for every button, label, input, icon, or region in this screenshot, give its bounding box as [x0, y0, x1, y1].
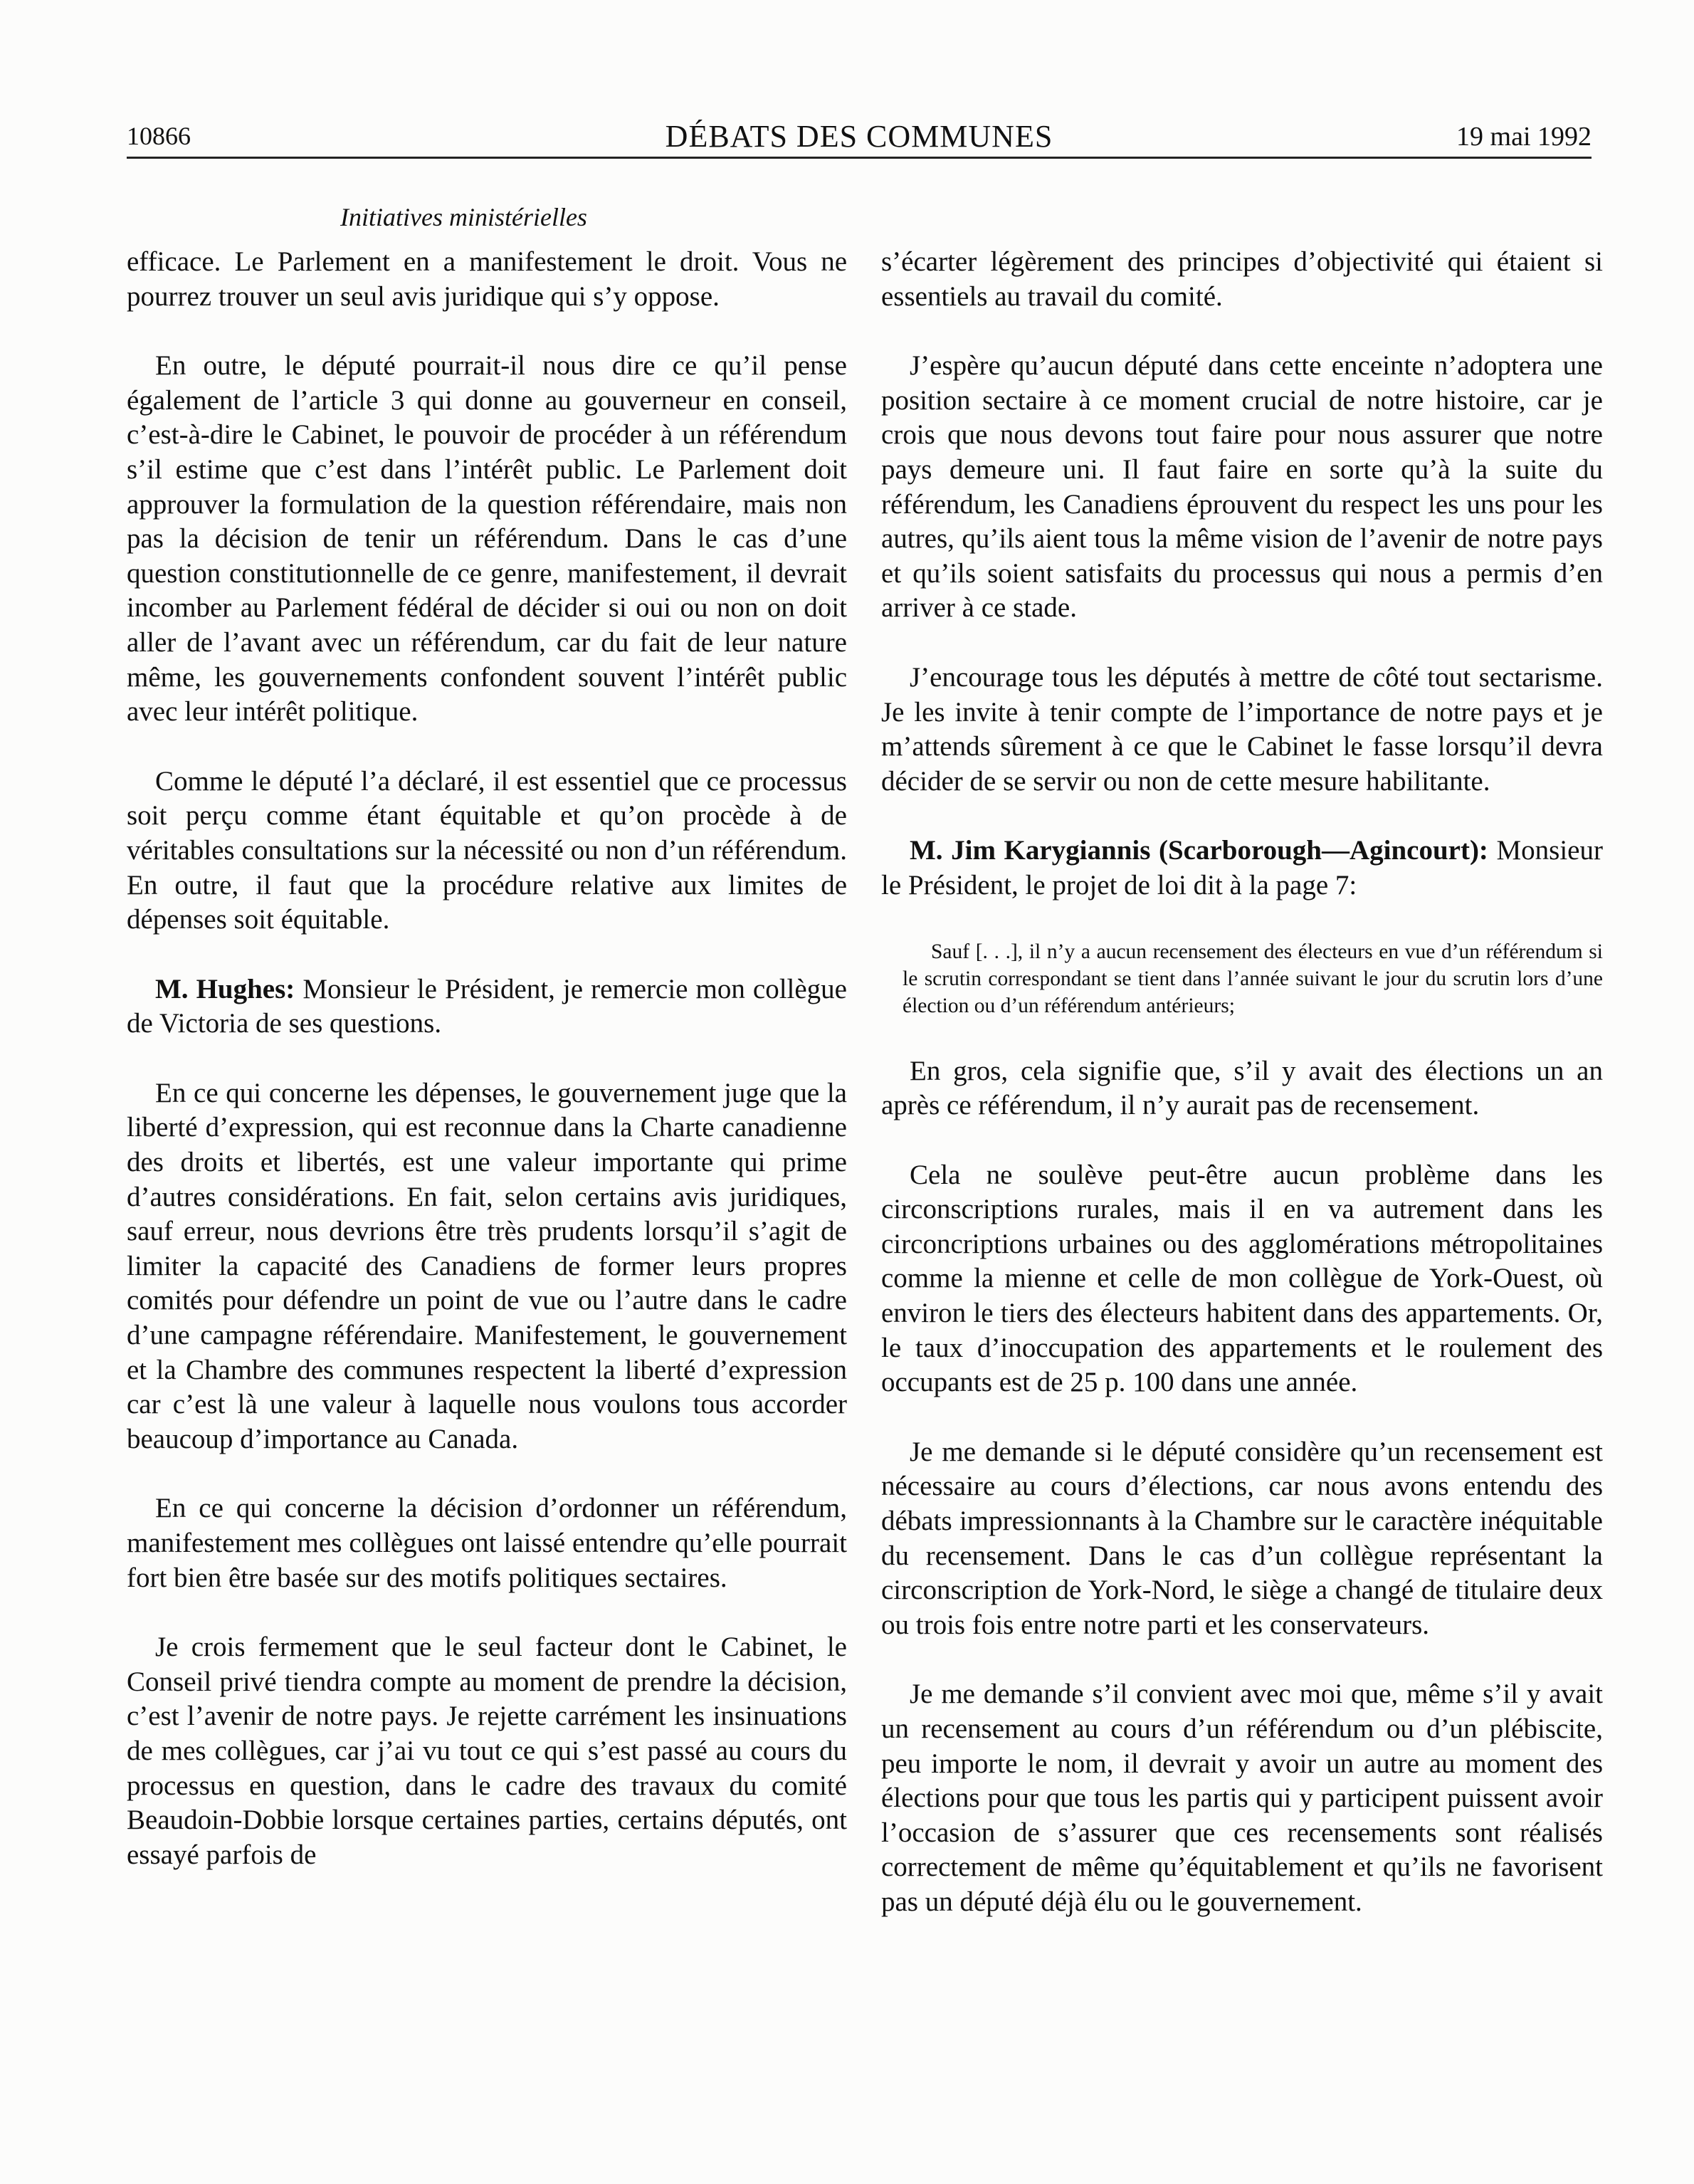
- paragraph: J’espère qu’aucun député dans cette enceinte n’adoptera une position sectaire à ce moment crucial de notre histoire, car je crois que nous devons tout faire pour nous assurer que notre pays demeure uni. Il faut faire en sorte qu’à la suite du référendum, les Canadiens éprouvent du respect les uns pour les autres, qu’ils aient tous la même vision de l’avenir de notre pays et qu’ils soient satisfaits du processus qui nous a permis d’en arriver à ce stade.: [881, 350, 1603, 624]
- journal-title: DÉBATS DES COMMUNES: [665, 119, 1053, 154]
- paragraph: Je me demande s’il convient avec moi que, même s’il y avait un recensement au cours d’un référendum ou d’un plébiscite, peu importe le nom, il devrait y avoir un autre au moment des élections pour que tous les partis qui y participent puissent avoir l’occasion de s’assurer que ces recensements sont réalisés correctement de même qu’équitablement et qu’ils ne favorisent pas un député déjà élu ou le gouvernement.: [881, 1679, 1603, 1917]
- paragraph: s’écarter légèrement des principes d’objectivité qui étaient si essentiels au travail du comité.: [881, 246, 1603, 312]
- speech-text: Monsieur le Président, je remercie mon collègue de Victoria de ses questions.: [127, 973, 847, 1039]
- paragraph: Cela ne soulève peut-être aucun problème dans les circonscriptions rurales, mais il en va autrement dans les circoncriptions urbaines ou des agglomérations métropolitaines comme la mienne et celle de mon collègue de York-Ouest, où environ le tiers des électeurs habitent dans des appartements. Or, le taux d’inoccupation des appartements et le roulement des occupants est de 25 p. 100 dans une année.: [881, 1159, 1603, 1398]
- paragraph: Je me demande si le député considère qu’un recensement est nécessaire au cours d’élections, car nous avons entendu des débats impressionnants à la Chambre sur le caractère inéquitable du recensement. Dans le cas d’un collègue représentant la circonscription de York-Nord, le siège a changé de titulaire deux ou trois fois entre notre parti et les conservateurs.: [881, 1436, 1603, 1640]
- section-label: Initiatives ministérielles: [340, 203, 587, 231]
- paragraph: Je crois fermement que le seul facteur dont le Cabinet, le Conseil privé tiendra compte au moment de prendre la décision, c’est l’avenir de notre pays. Je rejette carrément les insinuations de mes collègues, car j’ai vu tout ce qui s’est passé au cours du processus en question, dans le cadre des travaux du comité Beaudoin-Dobbie lorsque certaines parties, certains députés, ont essayé parfois de: [127, 1632, 847, 1870]
- page-number: 10866: [127, 122, 191, 150]
- issue-date: 19 mai 1992: [1456, 122, 1592, 152]
- right-column: [881, 245, 1603, 1955]
- paragraph: En outre, le député pourrait-il nous dire ce qu’il pense également de l’article 3 qui donne au gouverneur en conseil, c’est-à-dire le Cabinet, le pouvoir de procéder à un référendum s’il estime que c’est dans l’intérêt public. Le Parlement doit approuver la formulation de la question référendaire, mais non pas la décision de tenir un référendum. Dans le cas d’une question constitutionnelle de ce genre, manifestement, il devrait incomber au Parlement fédéral de décider si oui ou non on doit aller de l’avant avec un référendum, car du fait de leur nature même, les gouvernements confondent souvent l’intérêt public avec leur intérêt politique.: [127, 350, 847, 728]
- page-header: [127, 118, 1592, 159]
- speech-text: Monsieur le Président, le projet de loi dit à la page 7:: [881, 835, 1603, 901]
- speaker-name: M. Jim Karygiannis (Scarborough—Agincourt):: [910, 835, 1488, 866]
- speech-paragraph: [881, 834, 1603, 903]
- paragraph: efficace. Le Parlement en a manifestement le droit. Vous ne pourrez trouver un seul avis juridique qui s’y oppose.: [127, 246, 847, 312]
- left-column: [127, 245, 847, 1907]
- bill-quotation: Sauf [. . .], il n’y a aucun recensement des électeurs en vue d’un référendum si le scrutin correspondant se tient dans l’année suivant le jour du scrutin lors d’une élection ou d’un référendum antérieurs;: [903, 940, 1603, 1017]
- speech-paragraph: [127, 972, 847, 1041]
- speaker-name: M. Hughes:: [155, 973, 295, 1004]
- paragraph: En ce qui concerne les dépenses, le gouvernement juge que la liberté d’expression, qui est reconnue dans la Charte canadienne des droits et libertés, est une valeur importante qui prime d’autres considérations. En fait, selon certains avis juridiques, sauf erreur, nous devrions être très prudents lorsqu’il s’agit de limiter la capacité des Canadiens de former leurs propres comités pour défendre un point de vue ou l’autre dans le cadre d’une campagne référendaire. Manifestement, le gouvernement et la Chambre des communes respectent la liberté d’expression car c’est là une valeur à laquelle nous voulons tous accorder beaucoup d’importance au Canada.: [127, 1077, 847, 1454]
- paragraph: En ce qui concerne la décision d’ordonner un référendum, manifestement mes collègues ont laissé entendre qu’elle pourrait fort bien être basée sur des motifs politiques sectaires.: [127, 1493, 847, 1593]
- paragraph: J’encourage tous les députés à mettre de côté tout sectarisme. Je les invite à tenir compte de l’importance de notre pays et je m’attends sûrement à ce que le Cabinet le fasse lorsqu’il devra décider de se servir ou non de cette mesure habilitante.: [881, 661, 1603, 797]
- paragraph: En gros, cela signifie que, s’il y avait des élections un an après ce référendum, il n’y aurait pas de recensement.: [881, 1055, 1603, 1121]
- paragraph: Comme le député l’a déclaré, il est essentiel que ce processus soit perçu comme étant équitable et qu’on procède à de véritables consultations sur la nécessité ou non d’un référendum. En outre, il faut que la procédure relative aux limites de dépenses soit équitable.: [127, 765, 847, 935]
